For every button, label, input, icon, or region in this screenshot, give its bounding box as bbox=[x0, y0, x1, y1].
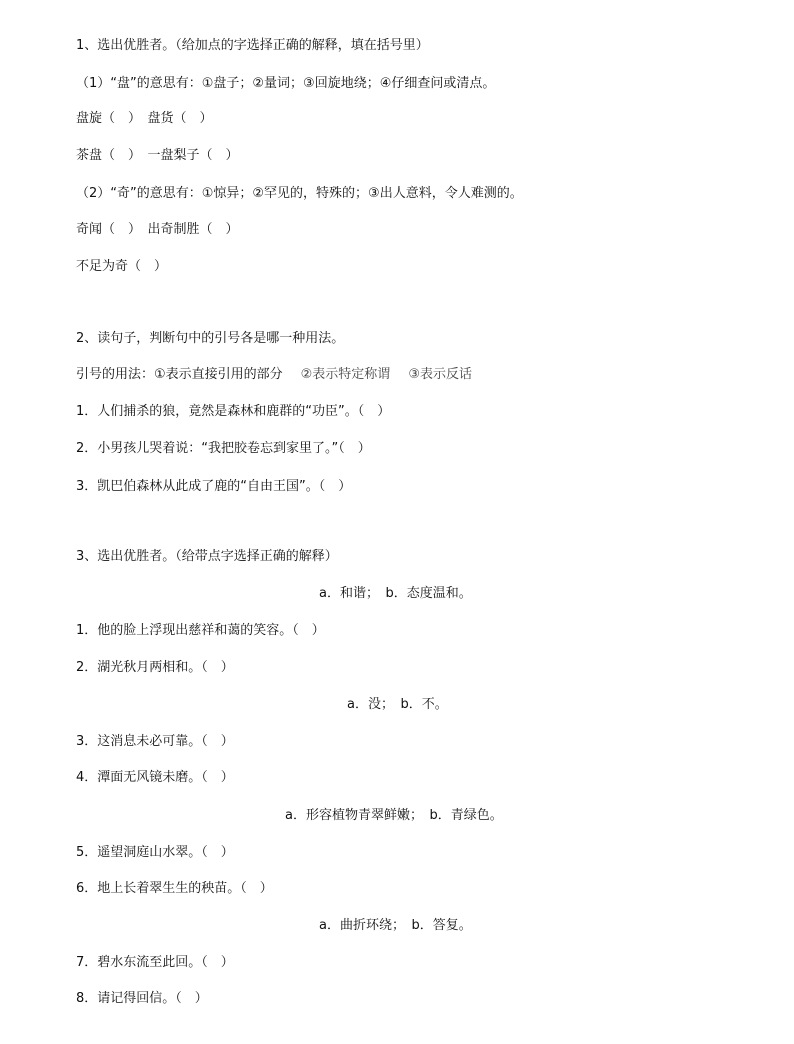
section1-title: 1、选出优胜者。（给加点的字选择正确的解释，填在括号里） bbox=[76, 38, 429, 53]
section3-item-8: 8．请记得回信。（ ） bbox=[76, 991, 208, 1006]
section3-item-6: 6．地上长着翠生生的秧苗。（ ） bbox=[76, 881, 273, 896]
definition-cui: a．形容植物青翠鲜嫩； b．青绿色。 bbox=[285, 808, 503, 823]
section2-title: 2、读句子，判断句中的引号各是哪一种用法。 bbox=[76, 331, 345, 346]
section3-item-4: 4．潭面无风镜未磨。（ ） bbox=[76, 770, 234, 785]
usage-option-2: ②表示特定称谓 bbox=[300, 367, 391, 382]
usage-label: 引号的用法：①表示直接引用的部分 bbox=[76, 367, 283, 382]
section1-q2-intro: （2）“奇”的意思有：①惊异；②罕见的，特殊的；③出人意料，令人难测的。 bbox=[76, 186, 523, 201]
section1-row-1: 盘旋（ ） 盘货（ ） bbox=[76, 111, 213, 126]
section3-title: 3、选出优胜者。（给带点字选择正确的解释） bbox=[76, 549, 338, 564]
section2-item-3: 3．凯巴伯森林从此成了鹿的“自由王国”。（ ） bbox=[76, 479, 352, 494]
section3-item-5: 5．遥望洞庭山水翠。（ ） bbox=[76, 845, 234, 860]
section3-item-1: 1．他的脸上浮现出慈祥和蔼的笑容。（ ） bbox=[76, 623, 325, 638]
section3-item-2: 2．湖光秋月两相和。（ ） bbox=[76, 660, 234, 675]
section2-item-2: 2．小男孩儿哭着说：“我把胶卷忘到家里了。”（ ） bbox=[76, 441, 371, 456]
quote-usage-legend bbox=[76, 367, 472, 383]
section3-item-7: 7．碧水东流至此回。（ ） bbox=[76, 955, 234, 970]
section1-q1-intro: （1）“盘”的意思有：①盘子；②量词；③回旋地绕；④仔细查问或清点。 bbox=[76, 76, 496, 91]
definition-hui: a．曲折环绕； b．答复。 bbox=[319, 918, 472, 933]
section1-row-3: 奇闻（ ） 出奇制胜（ ） bbox=[76, 222, 239, 237]
section1-row-2: 茶盘（ ） 一盘梨子（ ） bbox=[76, 148, 239, 163]
section1-row-4: 不足为奇（ ） bbox=[76, 259, 168, 274]
usage-option-3: ③表示反话 bbox=[408, 367, 472, 382]
definition-wei: a．没； b．不。 bbox=[347, 697, 448, 712]
section3-item-3: 3．这消息未必可靠。（ ） bbox=[76, 734, 234, 749]
section2-item-1: 1．人们捕杀的狼，竟然是森林和鹿群的“功臣”。（ ） bbox=[76, 404, 391, 419]
definition-he: a．和谐； b．态度温和。 bbox=[319, 586, 472, 601]
